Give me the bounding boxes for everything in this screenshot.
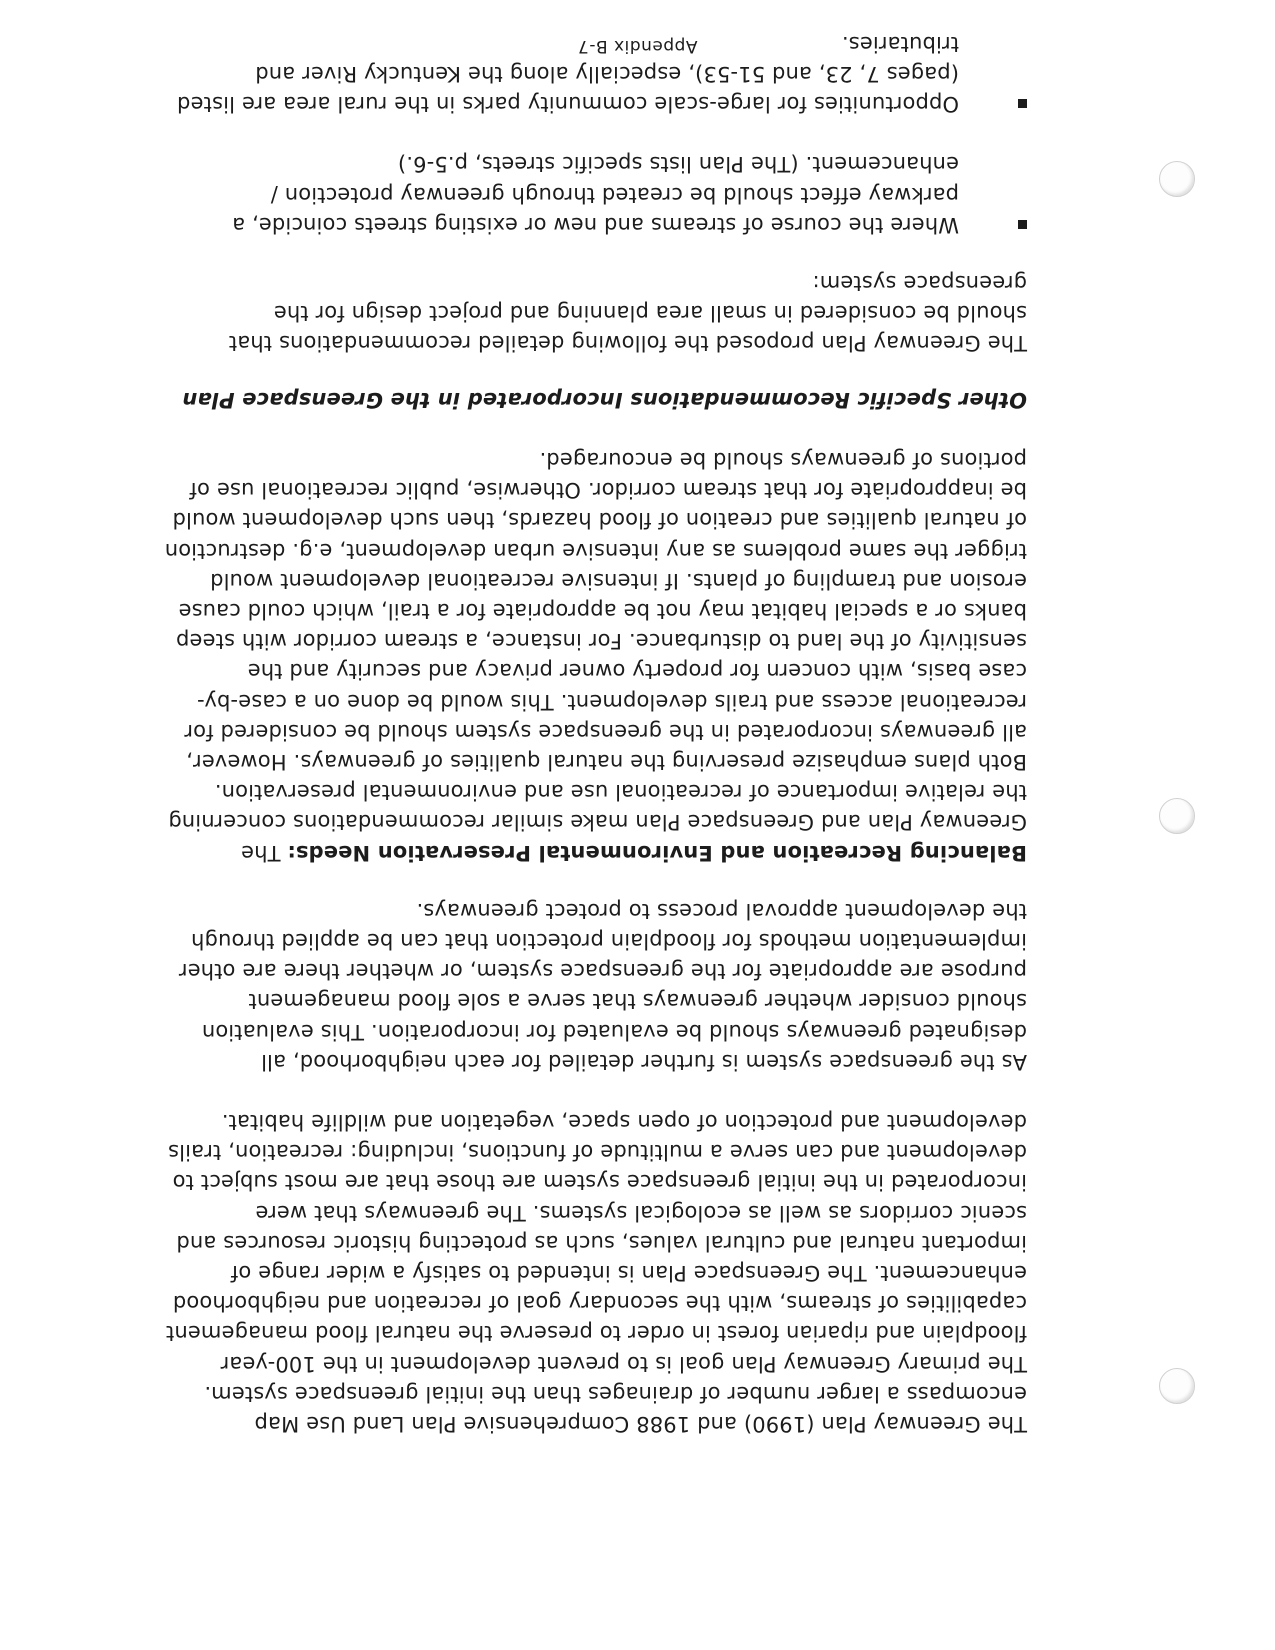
punch-hole-middle	[1159, 798, 1195, 834]
page-number: Appendix B-7	[577, 36, 698, 56]
paragraph-balancing-needs	[162, 445, 1027, 868]
recommendation-item: Where the course of streams and new or existing streets coincide, a parkway effect should be created through greenway protection / enhancement. (The Plan lists specific streets, p.5-6.)	[162, 149, 1027, 240]
paragraph-lead-in: Balancing Recreation and Environmental Preservation Needs:	[287, 840, 1027, 865]
recommendation-item: Opportunities for large-scale community parks in the rural area are listed (pages 7, 23, and 51-53), especially along the Kentucky River and tributaries.	[162, 29, 1027, 120]
section-intro: The Greenway Plan proposed the following detailed recommendations that should be considered in small area planning and project design for the greenspace system:	[228, 271, 1027, 356]
paragraph-greenway-plan-overview: The Greenway Plan (1990) and 1988 Comprehensive Plan Land Use Map encompass a larger number of drainages than the initial greenspace system. The primary Greenway Plan goal is to prevent development in the 100-year floodplain and riparian forest in order to preserve the natural flood management capabilities of streams, with the secondary goal of recreation and neighborhood enhancement. The Greenspace Plan is intended to satisfy a wider range of important natural and cultural values, such as protecting historic resources and scenic corridors as well as ecological systems. The greenways that were incorporated in the initial greenspace system are those that are most subject to development and can serve a multitude of functions, including: recreation, trails development and protection of open space, vegetation and wildlife habitat.	[165, 1109, 1027, 1436]
paragraph-balancing-body: The Greenway Plan and Greenspace Plan make similar recommendations concerning the relative importance of recreational use and environmental preservation. Both plans emphasize preserving the natural qualities of greenways. However, all greenways incorporated in the greenspace system should be considered for recreational access and trails development. This would be done on a case-by-case basis, with concern for property owner privacy and security and the sensitivity of the land to disturbance. For instance, a stream corridor with steep banks or a special habitat may not be appropriate for a trail, which could cause erosion and trampling of plants. If intensive recreational development would trigger the same problems as any intensive urban development, e.g. destruction of natural qualities and creation of flood hazards, then such development would be inappropriate for that stream corridor. Otherwise, public recreational use of portions of greenways should be encouraged.	[164, 447, 1027, 865]
section-heading: Other Specific Recommendations Incorporated in the Greenspace Plan	[182, 387, 1027, 412]
document-body	[162, 0, 1027, 1439]
punch-hole-top	[1159, 1368, 1195, 1404]
punch-hole-bottom	[1159, 161, 1195, 197]
paragraph-greenspace-evaluation: As the greenspace system is further detailed for each neighborhood, all designated greenways should be evaluated for incorporation. This evaluation should consider whether greenways that serve a sole flood management purpose are appropriate for the greenspace system, or whether there are other implementation methods for floodplain protection that can be applied through the development approval process to protect greenways.	[178, 898, 1027, 1074]
